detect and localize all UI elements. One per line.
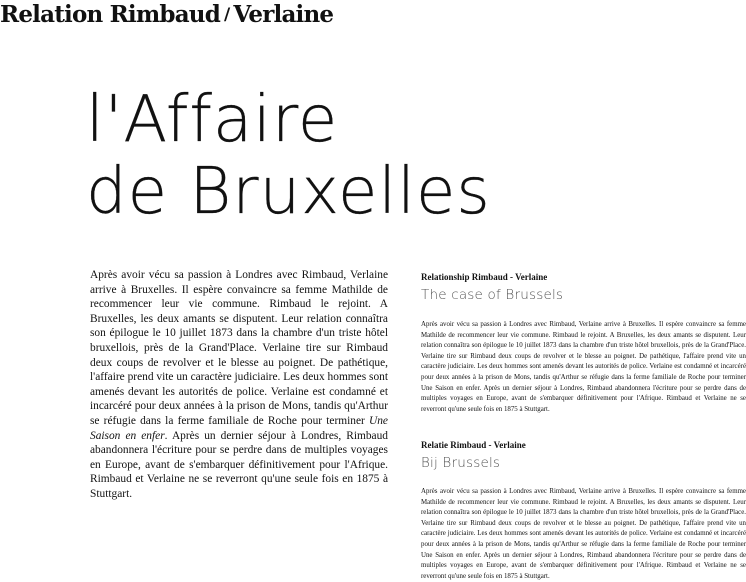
main-text-part2: . Après un dernier séjour à Londres, Rimbaud abandonnera l'écriture pour se perdre dans de multiples voyages en Europe, avant de s'embarquer définitivement pour l'Afrique. Rimbaud et Verlaine ne se reverront qu'une seule fois en 1875 à Stuttgart. — [90, 429, 388, 500]
translation-subtitle: Bij Brussels — [421, 455, 501, 471]
translation-text: Après avoir vécu sa passion à Londres avec Rimbaud, Verlaine arrive à Bruxelles. Il espère convaincre sa femme Mathilde de recommencer leur vie commune. Rimbaud le rejoint. A Bruxelles, les deux amants se disputent. Leur relation connaîtra son épilogue le 10 juillet 1873 dans la chambre d'un triste hôtel bruxellois, près de la Grand'Place. Verlaine tire sur Rimbaud deux coups de revolver et le blesse au poignet. De pathétique, l'affaire prend vite un caractère judiciaire. Les deux hommes sont amenés devant les autorités de police. Verlaine est condamné et incarcéré pour deux années à la prison de Mons, tandis qu'Arthur se réfugie dans la ferme familiale de Roche pour terminer Une Saison en enfer. Après un dernier séjour à Londres, Rimbaud abandonnera l'écriture pour se perdre dans de multiples voyages en Europe, avant de s'embarquer définitivement pour l'Afrique. Rimbaud et Verlaine ne se reverront qu'une seule fois en 1875 à Stuttgart. — [421, 488, 746, 580]
translation-block-english — [421, 271, 746, 415]
main-text-italic-title: Une Saison en enfer — [90, 414, 388, 442]
header-title-part1: Relation Rimbaud — [0, 1, 220, 28]
headline-line-1: l'Affaire — [86, 83, 339, 157]
translation-text: Après avoir vécu sa passion à Londres avec Rimbaud, Verlaine arrive à Bruxelles. Il espère convaincre sa femme Mathilde de recommencer leur vie commune. Rimbaud le rejoint. A Bruxelles, les deux amants se disputent. Leur relation connaîtra son épilogue le 10 juillet 1873 dans la chambre d'un triste hôtel bruxellois, près de la Grand'Place. Verlaine tire sur Rimbaud deux coups de revolver et le blesse au poignet. De pathétique, l'affaire prend vite un caractère judiciaire. Les deux hommes sont amenés devant les autorités de police. Verlaine est condamné et incarcéré pour deux années à la prison de Mons, tandis qu'Arthur se réfugie dans la ferme familiale de Roche pour terminer Une Saison en enfer. Après un dernier séjour à Londres, Rimbaud abandonnera l'écriture pour se perdre dans de multiples voyages en Europe, avant de s'embarquer définitivement pour l'Afrique. Rimbaud et Verlaine ne se reverront qu'une seule fois en 1875 à Stuttgart. — [421, 321, 746, 413]
header-title-part2: Verlaine — [233, 1, 334, 28]
main-text-part1: Après avoir vécu sa passion à Londres avec Rimbaud, Verlaine arrive à Bruxelles. Il espère convaincre sa femme Mathilde de recommencer leur vie commune. Rimbaud le rejoint. A Bruxelles, les deux amants se disputent. Leur relation connaîtra son épilogue le 10 juillet 1873 dans la chambre d'un triste hôtel bruxellois, près de la Grand'Place. Verlaine tire sur Rimbaud deux coups de revolver et le blesse au poignet. De pathétique, l'affaire prend vite un caractère judiciaire. Les deux hommes sont amenés devant les autorités de police. Verlaine est condamné et incarcéré pour deux années à la prison de Mons, tandis qu'Arthur se réfugie dans la ferme familiale de Roche pour terminer — [90, 269, 388, 427]
translation-label: Relationship Rimbaud - Verlaine — [421, 272, 548, 282]
header-title-separator: / — [224, 5, 230, 25]
translation-label: Relatie Rimbaud - Verlaine — [421, 440, 526, 450]
translation-block-dutch — [421, 439, 746, 582]
page-header-title — [0, 0, 333, 32]
main-body-text — [90, 268, 388, 502]
headline — [86, 84, 491, 228]
translation-subtitle: The case of Brussels — [421, 287, 564, 303]
headline-line-2: de Bruxelles — [86, 155, 491, 229]
